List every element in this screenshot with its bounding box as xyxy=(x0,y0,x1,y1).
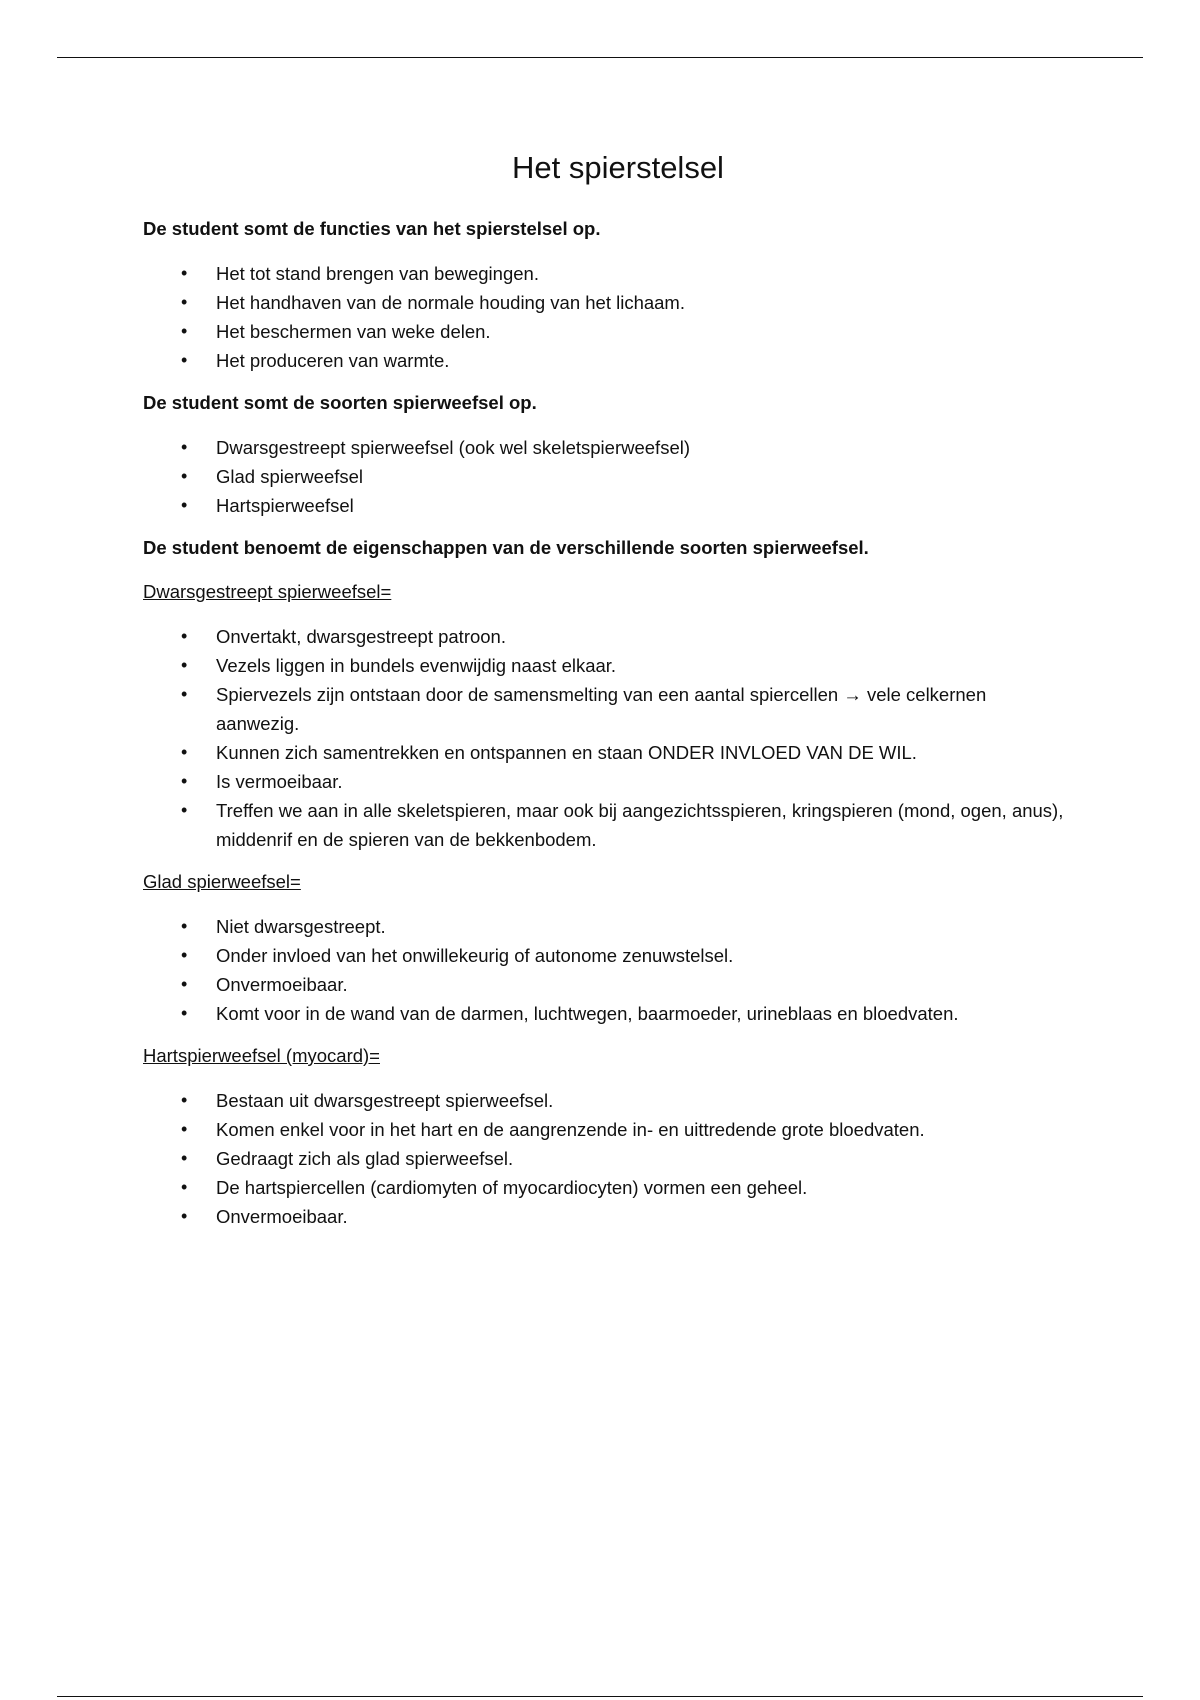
list-item xyxy=(143,1144,1073,1173)
bullet-icon: • xyxy=(181,466,188,486)
bullet-icon: • xyxy=(181,1003,188,1023)
bullet-icon: • xyxy=(181,1148,188,1168)
bullet-icon: • xyxy=(181,292,188,312)
header-rule xyxy=(57,57,1143,58)
list-item xyxy=(143,1173,1073,1202)
bullet-icon: • xyxy=(181,974,188,994)
list-item xyxy=(143,970,1073,999)
bullet-icon: • xyxy=(181,626,188,646)
list-item-text: Het tot stand brengen van bewegingen. xyxy=(216,263,539,284)
list-item-text: Onvermoeibaar. xyxy=(216,974,348,995)
bullet-icon: • xyxy=(181,1090,188,1110)
list-item xyxy=(143,738,1073,767)
footer-rule xyxy=(57,1696,1143,1697)
bullet-icon: • xyxy=(181,742,188,762)
list-item-text: Is vermoeibaar. xyxy=(216,771,343,792)
bullet-icon: • xyxy=(181,655,188,675)
list-item xyxy=(143,433,1073,462)
section-heading-functions: De student somt de functies van het spierstelsel op. xyxy=(143,218,601,239)
list-item-text: Komt voor in de wand van de darmen, luchtwegen, baarmoeder, urineblaas en bloedvaten. xyxy=(216,1003,959,1024)
list-item-text: Hartspierweefsel xyxy=(216,495,354,516)
bullet-icon: • xyxy=(181,684,188,704)
bullet-icon: • xyxy=(181,800,188,820)
subheading-dwarsgestreept: Dwarsgestreept spierweefsel= xyxy=(143,581,392,602)
hartspier-list xyxy=(143,1086,1073,1231)
list-item xyxy=(143,651,1073,680)
bullet-icon: • xyxy=(181,321,188,341)
functions-list xyxy=(143,259,1073,375)
list-item-text: Het beschermen van weke delen. xyxy=(216,321,491,342)
bullet-icon: • xyxy=(181,1177,188,1197)
list-item-text: Spiervezels zijn ontstaan door de samensmelting van een aantal spiercellen → vele celkernen aanwezig. xyxy=(216,684,987,734)
bullet-icon: • xyxy=(181,916,188,936)
section-heading-types: De student somt de soorten spierweefsel op. xyxy=(143,392,537,413)
list-item xyxy=(143,999,1073,1028)
bullet-icon: • xyxy=(181,437,188,457)
bullet-icon: • xyxy=(181,1119,188,1139)
list-item xyxy=(143,1202,1073,1231)
bullet-icon: • xyxy=(181,1206,188,1226)
list-item-text: De hartspiercellen (cardiomyten of myocardiocyten) vormen een geheel. xyxy=(216,1177,808,1198)
subheading-hartspier: Hartspierweefsel (myocard)= xyxy=(143,1045,380,1066)
list-item xyxy=(143,491,1073,520)
list-item-text: Gedraagt zich als glad spierweefsel. xyxy=(216,1148,514,1169)
list-item xyxy=(143,1115,1073,1144)
bullet-icon: • xyxy=(181,350,188,370)
list-item xyxy=(143,346,1073,375)
bullet-icon: • xyxy=(181,263,188,283)
list-item-text: Onvertakt, dwarsgestreept patroon. xyxy=(216,626,506,647)
list-item-text: Treffen we aan in alle skeletspieren, maar ook bij aangezichtsspieren, kringspieren (mond, ogen, anus), middenrif en de spieren van de bekkenbodem. xyxy=(216,800,1064,850)
list-item xyxy=(143,796,1073,854)
list-item-text: Bestaan uit dwarsgestreept spierweefsel. xyxy=(216,1090,554,1111)
list-item xyxy=(143,1086,1073,1115)
list-item-text: Niet dwarsgestreept. xyxy=(216,916,386,937)
section-heading-properties: De student benoemt de eigenschappen van de verschillende soorten spierweefsel. xyxy=(143,537,869,558)
bullet-icon: • xyxy=(181,771,188,791)
list-item xyxy=(143,259,1073,288)
list-item-text: Komen enkel voor in het hart en de aangrenzende in- en uittredende grote bloedvaten. xyxy=(216,1119,925,1140)
glad-list xyxy=(143,912,1073,1028)
list-item-text: Dwarsgestreept spierweefsel (ook wel skeletspierweefsel) xyxy=(216,437,690,458)
list-item-text: Het handhaven van de normale houding van het lichaam. xyxy=(216,292,685,313)
list-item-text: Onvermoeibaar. xyxy=(216,1206,348,1227)
list-item xyxy=(143,680,1073,738)
list-item-text: Glad spierweefsel xyxy=(216,466,364,487)
list-item-text: Kunnen zich samentrekken en ontspannen en staan ONDER INVLOED VAN DE WIL. xyxy=(216,742,917,763)
list-item xyxy=(143,462,1073,491)
list-item-text: Het produceren van warmte. xyxy=(216,350,450,371)
list-item xyxy=(143,317,1073,346)
list-item-text: Onder invloed van het onwillekeurig of autonome zenuwstelsel. xyxy=(216,945,734,966)
document-page xyxy=(143,143,1073,1245)
list-item xyxy=(143,912,1073,941)
list-item xyxy=(143,767,1073,796)
dwarsgestreept-list xyxy=(143,622,1073,854)
list-item xyxy=(143,288,1073,317)
bullet-icon: • xyxy=(181,495,188,515)
list-item xyxy=(143,941,1073,970)
list-item-text: Vezels liggen in bundels evenwijdig naast elkaar. xyxy=(216,655,617,676)
bullet-icon: • xyxy=(181,945,188,965)
types-list xyxy=(143,433,1073,520)
subheading-glad: Glad spierweefsel= xyxy=(143,871,301,892)
document-title: Het spierstelsel xyxy=(512,150,724,185)
list-item xyxy=(143,622,1073,651)
